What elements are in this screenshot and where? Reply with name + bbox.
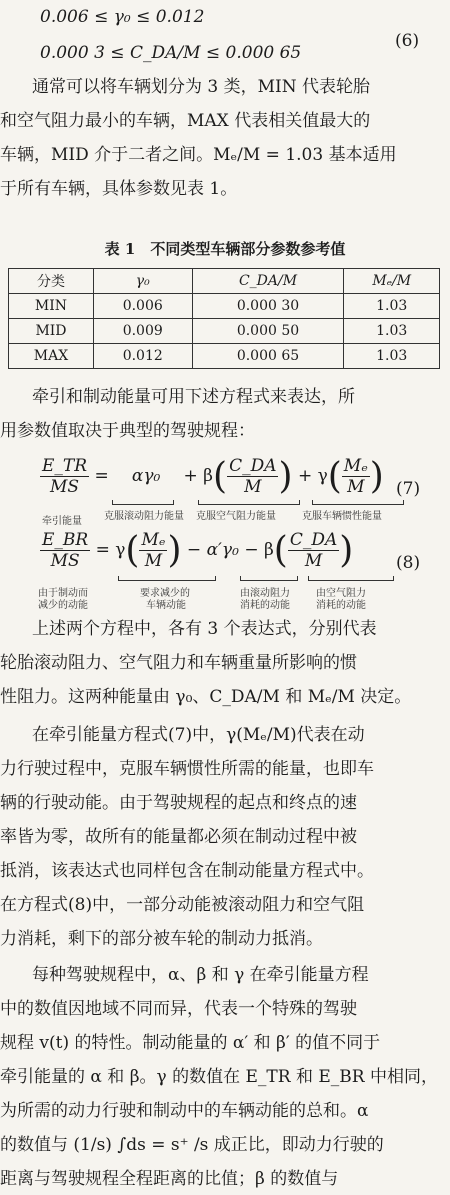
eq8-label-term2: 由滚动阻力 [240, 588, 290, 599]
table-cell: 0.009 [93, 319, 192, 344]
para5-line3: 规程 v(t) 的特性。制动能量的 α′ 和 β′ 的值不同于 [0, 1033, 381, 1053]
table-row [9, 344, 440, 369]
para3-line2: 轮胎滚动阻力、空气阻力和车辆重量所影响的惯 [0, 653, 357, 673]
table-header: 分类 [9, 269, 94, 294]
para2-line2: 用参数值取决于典型的驾驶规程： [0, 421, 255, 441]
para5-line6: 的数值与 (1/s) ∫ds = s⁺ /s 成正比，即动力行驶的 [0, 1135, 384, 1155]
eq8-label-lhs: 由于制动而 [38, 588, 88, 599]
eq7-term2: $\frac{C\_DA}{M}$ [229, 456, 277, 497]
eq7-label-lhs: 牵引能量 [42, 516, 82, 527]
eq8-term3: $\frac{C\_DA}{M}$ [289, 530, 338, 571]
para1-line2: 和空气阻力最小的车辆，MAX 代表相关值最大的 [0, 111, 371, 131]
para4-line3: 辆的行驶动能。由于驾驶规程的起点和终点的速 [0, 793, 357, 813]
para4-line5: 抵消，该表达式也同样包含在制动能量方程式中。 [0, 861, 374, 881]
equation-number-8: (8) [396, 553, 421, 573]
para5-line5: 为所需的动力行驶和制动中的车辆动能的总和。α [0, 1101, 369, 1121]
equation-number-6: (6) [395, 31, 420, 51]
para4-line6: 在方程式(8)中，一部分动能被滚动阻力和空气阻 [0, 895, 365, 915]
para3-line1: 上述两个方程中，各有 3 个表达式，分别代表 [32, 619, 377, 639]
table-cell: 1.03 [344, 294, 440, 319]
para4-line1: 在牵引能量方程式(7)中，γ(Mₑ/M)代表在动 [32, 725, 365, 745]
eq7-lhs: $\frac{E\_TR}{MS}$ [42, 456, 88, 497]
para5-line1: 每种驾驶规程中，α、β 和 γ 在牵引能量方程 [32, 965, 369, 985]
eq8-label-term2: 消耗的动能 [240, 600, 290, 611]
table-cell: 1.03 [344, 344, 440, 369]
table-cell: 0.000 65 [192, 344, 344, 369]
para2-line1: 牵引和制动能量可用下述方程式来表达，所 [32, 387, 355, 407]
table-cell: MAX [9, 344, 94, 369]
eq8-label-term1: 要求减少的 [140, 588, 190, 599]
para1-line4: 于所有车辆，具体参数见表 1。 [0, 179, 238, 199]
table-caption: 表 1 不同类型车辆部分参数参考值 [104, 240, 346, 258]
eq8-label-lhs: 减少的动能 [38, 600, 88, 611]
table-row [9, 319, 440, 344]
table-cell: MIN [9, 294, 94, 319]
para4-line7: 力消耗，剩下的部分被车轮的制动力抵消。 [0, 929, 323, 949]
eq7-term1: αγ₀ [131, 466, 161, 486]
eq8-label-term3: 由空气阻力 [316, 588, 366, 599]
eq7-term3: $\frac{\text{Mₑ}}{M}$ [343, 456, 368, 497]
eq8-label-term1: 车辆动能 [146, 600, 186, 611]
eq7-label-term1: 克服滚动阻力能量 [104, 511, 184, 522]
params-table [8, 268, 440, 369]
table-cell: 0.006 [93, 294, 192, 319]
inequality-cda: 0.000 3 ≤ C_DA/M ≤ 0.000 65 [40, 43, 302, 63]
eq7-label-term3: 克服车辆惯性能量 [302, 511, 382, 522]
para1-line1: 通常可以将车辆划分为 3 类，MIN 代表轮胎 [32, 77, 371, 97]
para4-line2: 力行驶过程中，克服车辆惯性所需的能量，也即车 [0, 759, 374, 779]
para4-line4: 率皆为零，故所有的能量都必须在制动过程中被 [0, 827, 357, 847]
para5-line2: 中的数值因地域不同而异，代表一个特殊的驾驶 [0, 999, 357, 1019]
eq8-term1: $\frac{\text{Mₑ}}{M}$ [141, 530, 166, 571]
para1-line3: 车辆，MID 介于二者之间。Mₑ/M = 1.03 基本适用 [0, 145, 397, 165]
eq7-brace-3 [312, 500, 404, 505]
equation-8: $\frac{E\_BR}{MS}$ = γ( $\frac{\text{Mₑ}}{M}$ ) − α′γ₀ − β( $\frac{C\_DA}{M}$ ) [42, 530, 354, 571]
eq7-brace-1 [112, 500, 174, 505]
table-cell: 1.03 [344, 319, 440, 344]
para5-line4: 牵引能量的 α 和 β。γ 的数值在 E_TR 和 E_BR 中相同， [0, 1067, 438, 1087]
inequality-gamma: 0.006 ≤ γ₀ ≤ 0.012 [40, 7, 205, 27]
table-header: C_DA/M [192, 269, 344, 294]
para5-line7: 距离与驾驶规程全程距离的比值；β 的数值与 [0, 1169, 339, 1189]
eq8-brace-1 [118, 576, 216, 581]
table-row [9, 294, 440, 319]
equation-7: $\frac{E\_TR}{MS}$ = αγ₀ + β( $\frac{C\_DA}{M}$ ) + γ( $\frac{\text{Mₑ}}{M}$ ) [42, 456, 384, 497]
table-cell: 0.012 [93, 344, 192, 369]
eq8-term2: α′γ₀ [206, 540, 239, 560]
eq8-brace-2 [240, 576, 298, 581]
equation-number-7: (7) [396, 479, 421, 499]
eq8-lhs: $\frac{E\_BR}{MS}$ [42, 530, 89, 571]
eq8-label-term3: 消耗的动能 [316, 600, 366, 611]
eq7-label-term2: 克服空气阻力能量 [196, 511, 276, 522]
table-header: Mₑ/M [344, 269, 440, 294]
para3-line3: 性阻力。这两种能量由 γ₀、C_DA/M 和 Mₑ/M 决定。 [0, 687, 412, 707]
table-cell: 0.000 50 [192, 319, 344, 344]
eq8-brace-3 [308, 576, 394, 581]
table-cell: MID [9, 319, 94, 344]
eq7-brace-2 [198, 500, 300, 505]
table-cell: 0.000 30 [192, 294, 344, 319]
table-header-row [9, 269, 440, 294]
table-header: γ₀ [93, 269, 192, 294]
